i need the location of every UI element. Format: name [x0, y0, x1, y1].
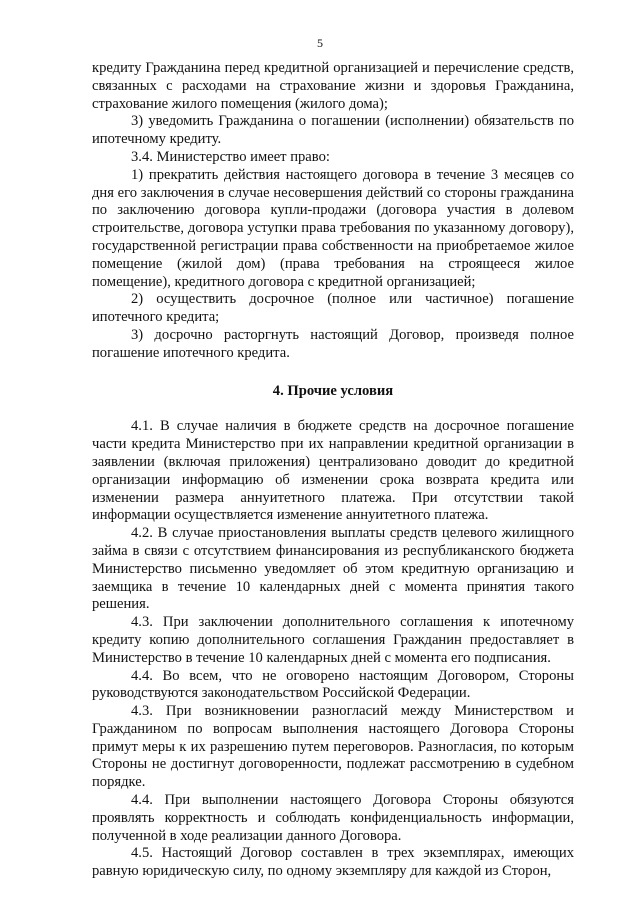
paragraph: 4.2. В случае приостановления выплаты средств целевого жилищного займа в связи с отсутствием финансирования из республиканского бюджета Министерство письменно уведомляет об этом кредитную организацию и заемщика в течение 10 календарных дней с момента принятия такого решения.: [92, 525, 574, 613]
page-number: 5: [317, 36, 323, 50]
section-heading: 4. Прочие условия: [272, 382, 394, 399]
paragraph: 2) осуществить досрочное (полное или частичное) погашение ипотечного кредита;: [92, 291, 574, 326]
paragraph: 4.5. Настоящий Договор составлен в трех экземплярах, имеющих равную юридическую силу, по одному экземпляру для каждой из Сторон,: [92, 845, 574, 880]
paragraph: 4.4. При выполнении настоящего Договора Стороны обязуются проявлять корректность и соблюдать конфиденциальность информации, полученной в ходе реализации данного Договора.: [92, 792, 574, 844]
paragraph: 3) досрочно расторгнуть настоящий Договор, произведя полное погашение ипотечного кредита.: [92, 326, 574, 361]
paragraph: 4.4. Во всем, что не оговорено настоящим Договором, Стороны руководствуются законодательством Российской Федерации.: [92, 667, 574, 702]
paragraph: 4.3. При возникновении разногласий между Министерством и Гражданином по вопросам выполнения настоящего Договора Стороны примут меры к их разрешению путем переговоров. Разногласия, по которым Стороны не достигнут договоренности, подлежат рассмотрению в судебном порядке.: [92, 703, 574, 791]
paragraph: кредиту Гражданина перед кредитной организацией и перечисление средств, связанных с расходами на страхование жизни и здоровья Гражданина, страхование жилого помещения (жилого дома);: [92, 60, 574, 112]
paragraph: 4.3. При заключении дополнительного соглашения к ипотечному кредиту копию дополнительного соглашения Гражданин предоставляет в Министерство в течение 10 календарных дней с момента его подписания.: [92, 614, 574, 666]
document-body: [92, 60, 574, 881]
paragraph: 1) прекратить действия настоящего договора в течение 3 месяцев со дня его заключения в случае несовершения действий со стороны гражданина по заключению договора купли-продажи (договора участия в долевом строительстве, договора уступки права требования по указанному договору), государственной регистрации права собственности на приобретаемое жилое помещение (жилой дом) (права требования на строящееся жилое помещение), кредитного договора с кредитной организацией;: [92, 166, 574, 290]
paragraph: 3.4. Министерство имеет право:: [131, 148, 330, 165]
paragraph: 4.1. В случае наличия в бюджете средств на досрочное погашение части кредита Министерство при их направлении кредитной организации в заявлении (включая приложения) централизовано доводит до кредитной организации информацию об изменении срока возврата кредита или изменении размера аннуитетного платежа. При отсутствии такой информации осуществляется изменение аннуитетного платежа.: [92, 418, 574, 524]
paragraph: 3) уведомить Гражданина о погашении (исполнении) обязательств по ипотечному кредиту.: [92, 113, 574, 148]
